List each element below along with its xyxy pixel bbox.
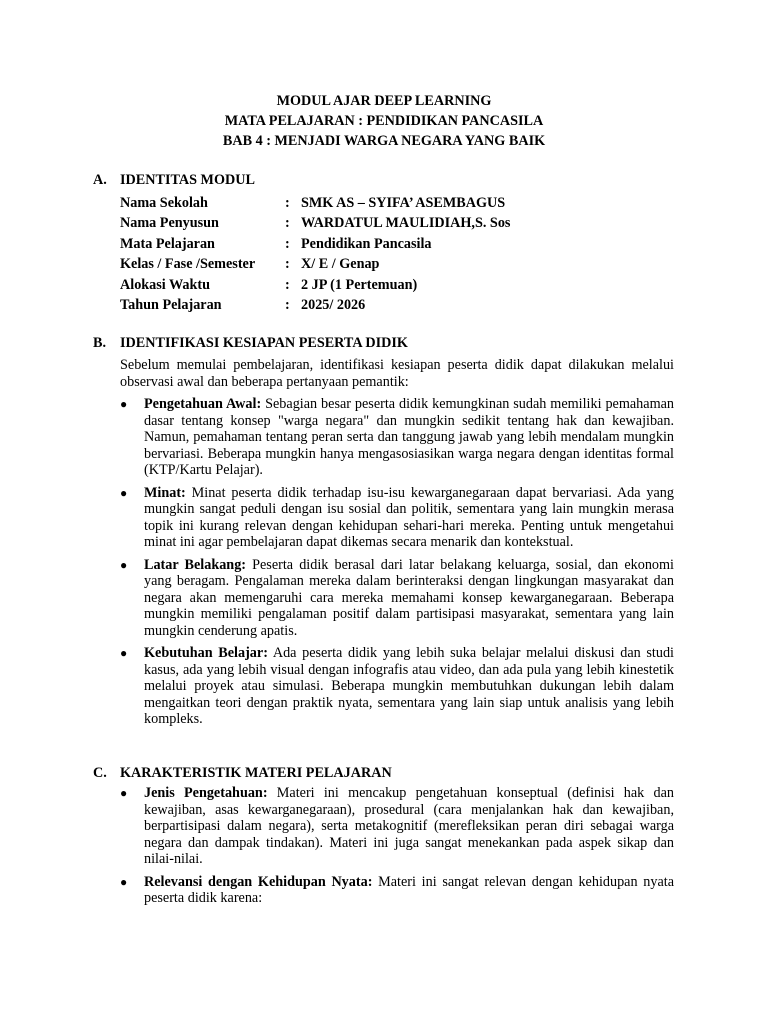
identity-value: 2025/ 2026 [301, 296, 366, 313]
list-item-text: Ada peserta didik yang lebih suka belajar melalui diskusi dan studi kasus, ada yang lebih visual dengan infografis atau video, dan ada pula yang lebih kinestetik melalui proyek atau simulasi. Beberapa mungkin membutuhkan dukungan lebih dalam mengaitkan teori dengan praktik nyata, sementara yang lain siap untuk analisis yang lebih kompleks. [144, 645, 674, 727]
identity-row [120, 254, 510, 274]
identity-label: Nama Penyusun [120, 215, 219, 232]
section-a-title: IDENTITAS MODUL [120, 172, 255, 188]
list-item [120, 785, 674, 868]
list-item-text: Sebagian besar peserta didik kemungkinan sudah memiliki pemahaman dasar tentang konsep "warga negara" dan mungkin sedikit tentang hak dan kewajiban. Namun, pemahaman tentang peran serta dan tanggung jawab yang lebih mendalam mungkin bervariasi. Beberapa mungkin hanya mengasosiasikan warga negara dengan identitas formal (KTP/Kartu Pelajar). [144, 396, 675, 478]
identity-label: Tahun Pelajaran [120, 296, 222, 313]
identity-label: Mata Pelajaran [120, 235, 215, 252]
list-item-text: Minat peserta didik terhadap isu-isu kewarganegaraan dapat bervariasi. Ada yang mungkin sangat peduli dengan isu sosial dan politik, sementara yang lain mungkin merasa topik ini kurang relevan dengan kehidupan sehari-hari mereka. Penting untuk mengetahui minat ini agar pembelajaran dapat dikemas secara menarik dan kontekstual. [144, 484, 674, 550]
title-line-1: MODUL AJAR DEEP LEARNING [276, 93, 492, 109]
section-b-title: IDENTIFIKASI KESIAPAN PESERTA DIDIK [120, 335, 408, 351]
list-item [120, 645, 674, 728]
list-item-text: Materi ini mencakup pengetahuan konseptual (definisi hak dan kewajiban, asas kewarganegaraan), prosedural (cara menjalankan hak dan kewajiban, berpartisipasi dalam negara), serta metakognitif (merefleksikan peran diri sebagai warga negara dan dampak tindakan). Materi ini juga sangat menekankan pada aspek sikap dan nilai-nilai. [144, 785, 674, 867]
list-item [120, 557, 674, 640]
readiness-list [120, 396, 674, 728]
list-item-term: Minat: [144, 484, 186, 501]
list-item-text: Peserta didik berasal dari latar belakang keluarga, sosial, dan ekonomi yang beragam. Pengalaman mereka dalam berinteraksi dengan lingkungan masyarakat dan negara akan memengaruhi cara mereka memahami konsep kewarganegaraan. Beberapa mungkin memiliki pengalaman positif dalam partisipasi masyarakat, sementara yang lain mungkin cenderung apatis. [144, 556, 674, 639]
list-item-text: Materi ini sangat relevan dengan kehidupan nyata peserta didik karena: [144, 873, 674, 906]
identity-row [120, 234, 510, 254]
section-c-heading [93, 765, 392, 782]
identity-colon: : [285, 276, 290, 293]
identity-value: WARDATUL MAULIDIAH,S. Sos [301, 215, 511, 232]
list-item-term: Pengetahuan Awal: [144, 396, 262, 412]
section-b-letter: B. [93, 335, 107, 351]
bullet-icon: ● [120, 874, 128, 889]
bullet-icon: ● [120, 646, 128, 660]
identity-value: X/ E / Genap [301, 256, 380, 273]
identity-label: Kelas / Fase /Semester [120, 256, 256, 273]
title-line-2: MATA PELAJARAN : PENDIDIKAN PANCASILA [224, 113, 544, 129]
identity-label: Nama Sekolah [120, 195, 208, 211]
list-item [120, 396, 674, 479]
list-item-term: Jenis Pengetahuan: [144, 785, 268, 801]
bullet-icon: ● [120, 557, 128, 572]
bullet-icon: ● [120, 485, 128, 500]
list-item-term: Latar Belakang: [144, 556, 247, 573]
identity-colon: : [285, 256, 290, 273]
identity-row [120, 213, 510, 233]
identity-colon: : [285, 195, 290, 211]
material-characteristics-list [120, 785, 674, 907]
identity-row [120, 275, 510, 295]
identity-colon: : [285, 215, 290, 232]
identity-value: 2 JP (1 Pertemuan) [301, 276, 418, 293]
identity-label: Alokasi Waktu [120, 276, 211, 293]
identity-row [120, 295, 510, 315]
bullet-icon: ● [120, 397, 128, 411]
bullet-icon: ● [120, 786, 128, 800]
section-c-title: KARAKTERISTIK MATERI PELAJARAN [120, 765, 392, 781]
list-item-term: Relevansi dengan Kehidupan Nyata: [144, 873, 373, 890]
identity-value: SMK AS – SYIFA’ ASEMBAGUS [301, 195, 506, 211]
section-a-heading [93, 172, 255, 189]
section-a-letter: A. [93, 172, 107, 188]
list-item [120, 874, 674, 907]
section-b-heading [93, 335, 408, 352]
document-title [0, 91, 768, 151]
identity-table [120, 193, 510, 315]
list-item [120, 485, 674, 551]
identity-value: Pendidikan Pancasila [301, 235, 432, 252]
list-item-term: Kebutuhan Belajar: [144, 645, 268, 661]
section-c-letter: C. [93, 765, 107, 781]
identity-row [120, 193, 510, 213]
title-line-3: BAB 4 : MENJADI WARGA NEGARA YANG BAIK [222, 133, 546, 149]
identity-colon: : [285, 296, 290, 313]
identity-colon: : [285, 235, 290, 252]
section-b-intro: Sebelum memulai pembelajaran, identifikasi kesiapan peserta didik dapat dilakukan melalui observasi awal dan beberapa pertanyaan pemantik: [120, 357, 674, 390]
